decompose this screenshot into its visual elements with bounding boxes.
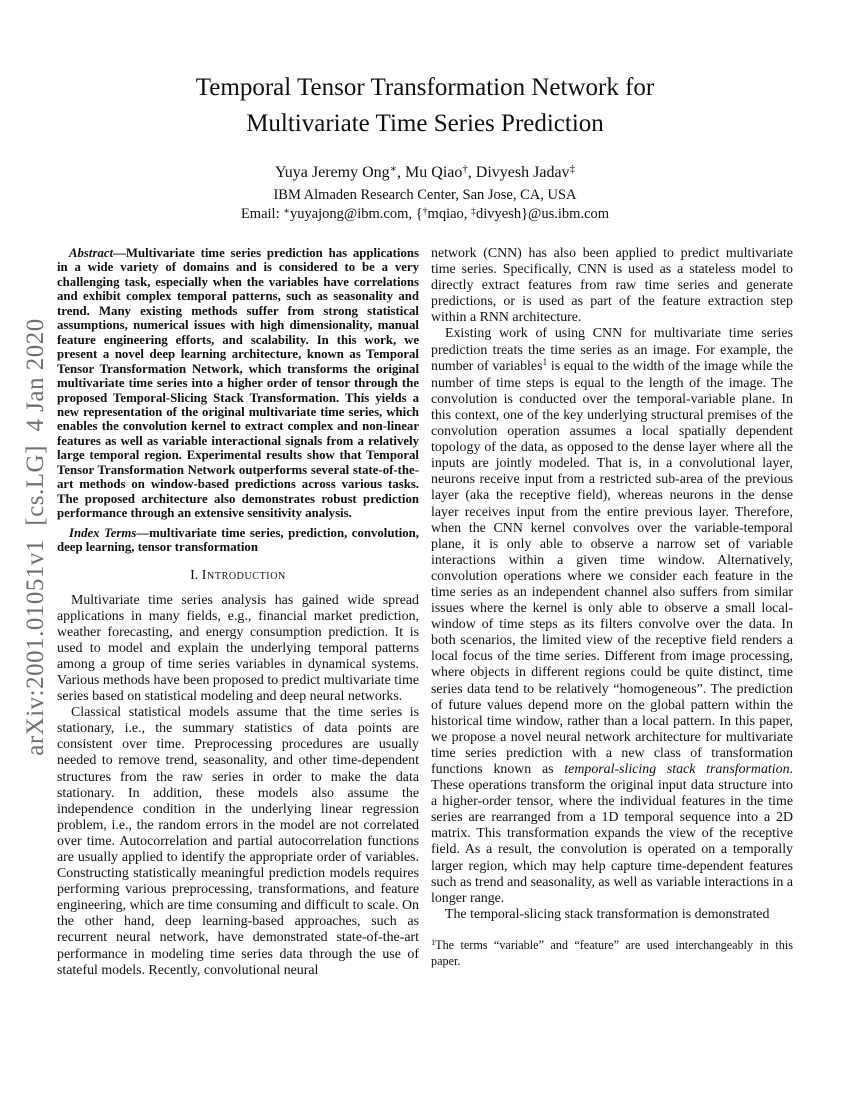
arxiv-watermark: arXiv:2001.01051v1 [cs.LG] 4 Jan 2020 bbox=[22, 318, 49, 756]
paper-header bbox=[0, 0, 850, 225]
authors-line: Yuya Jeremy Ong∗, Mu Qiao†, Divyesh Jadav‡ bbox=[274, 163, 575, 181]
footnote: $^1$The terms “variable” and “feature” are used interchangeably in this paper. bbox=[431, 937, 793, 969]
index-terms-paragraph: Index Terms—multivariate time series, prediction, convolution, deep learning, tensor transformation bbox=[57, 525, 419, 555]
paper-title-line-1: Temporal Tensor Transformation Network for bbox=[195, 74, 655, 101]
section-title: Introduction bbox=[201, 567, 286, 583]
abstract-paragraph: Abstract—Multivariate time series prediction has applications in a wide variety of domains and is considered to be a very challenging task, especially when the variables have correlations and exhibit complex temporal patterns, such as seasonality and trend. Many existing methods suffer from strong statistical assumptions, numerical issues with high dimensionality, manual feature engineering efforts, and scalability. In this work, we present a novel deep learning architecture, known as Temporal Tensor Transformation Network, which transforms the original multivariate time series into a higher order of tensor through the proposed Temporal-Slicing Stack Transformation. This yields a new representation of the original multivariate time series, which enables the convolution kernel to extract complex and non-linear features as well as variable interactional signals from a relatively large temporal region. Experimental results show that Temporal Tensor Transformation Network outperforms several state-of-the-art methods on window-based predictions across various tasks. The proposed architecture also demonstrates robust prediction performance through an extensive sensitivity analysis. bbox=[57, 246, 419, 521]
two-column-body bbox=[57, 246, 793, 979]
left-column bbox=[57, 246, 419, 979]
intro-paragraph-2-continuation: network (CNN) has also been applied to predict multivariate time series. Specifically, CNN is used as a stateless model to directly extract features from raw time series and generate predictions, or is used as part of the feature extraction step within a RNN architecture. bbox=[431, 246, 793, 326]
intro-paragraph-3: Existing work of using CNN for multivariate time series prediction treats the time series as an image. For example, the number of variables$^1$ is equal to the width of the image while the number of time steps is equal to the length of the image. The convolution is conducted over the temporal-variable plane. In this context, one of the key underlying structural premises of the convolution operation assumes a local spatially dependent topology of the data, as opposed to the dense layer where all the inputs are jointly modeled. That is, in a convolutional layer, neurons receive input from a restricted sub-area of the previous layer (aka the receptive field), whereas neurons in the dense layer receives input from the entire previous layer. Therefore, when the CNN kernel convolves over the variable-temporal plane, it is only able to observe a narrow set of variable interactions within a given time window. Alternatively, convolution operations where we consider each feature in the time series as an independent channel also suffers from similar issues where the kernel is only able to observe a small local-window of time steps as its filters convolve over the data. In both scenarios, the limited view of the receptive field renders a local focus of the time series. Different from image processing, where objects in different regions could be quite distinct, time series data tend to be relatively “homogeneous”. The prediction of future values depend more on the global pattern within the historical time window, rather than a local pattern. In this paper, we propose a novel neural network architecture for multivariate time series prediction with a new class of transformation functions known as temporal-slicing stack transformation. These operations transform the original input data structure into a higher-order tensor, where the individual features in the time series are rearranged from a 1D temporal sequence into a 2D matrix. This transformation expands the view of the receptive field. As a result, the convolution is operated on a temporally larger region, which may help capture time-dependent features such as trend and seasonality, as well as variable interactions in a longer range. bbox=[431, 326, 794, 906]
intro-paragraph-2: Classical statistical models assume that the time series is stationary, i.e., the summary statistics of data points are consistent over time. Preprocessing procedures are usually needed to remove trend, seasonality, and other time-dependent structures from the raw series in order to make the data stationary. In addition, these models also assume the independence condition in the underlying linear regression problem, i.e., the random errors in the model are not correlated over time. Autocorrelation and partial autocorrelation functions are usually applied to identify the appropriate order of variables. Constructing statistically meaningful prediction models requires performing various preprocessing, transformations, and feature engineering, which are time consuming and difficult to scale. On the other hand, deep learning-based approaches, such as recurrent neural network, have demonstrated state-of-the-art performance in modeling time series data through the use of stateful models. Recently, convolutional neural bbox=[57, 705, 419, 978]
right-column bbox=[431, 246, 793, 979]
email-line: Email: ∗yuyajong@ibm.com, {†mqiao, ‡divyesh}@us.ibm.com bbox=[240, 205, 610, 222]
section-number: I. bbox=[190, 567, 199, 583]
intro-paragraph-1: Multivariate time series analysis has gained wide spread applications in many fields, e.g., financial market prediction, weather forecasting, and energy consumption prediction. It is used to model and explain the underlying temporal patterns among a group of time series variables in dynamical systems. Various methods have been proposed to predict multivariate time series based on statistical modeling and deep neural networks. bbox=[57, 592, 419, 705]
affiliation-line: IBM Almaden Research Center, San Jose, CA, USA bbox=[273, 187, 577, 203]
section-heading-introduction bbox=[57, 568, 419, 584]
paper-title-line-2: Multivariate Time Series Prediction bbox=[246, 110, 604, 137]
intro-paragraph-4: The temporal-slicing stack transformation is demonstrated bbox=[445, 906, 770, 922]
